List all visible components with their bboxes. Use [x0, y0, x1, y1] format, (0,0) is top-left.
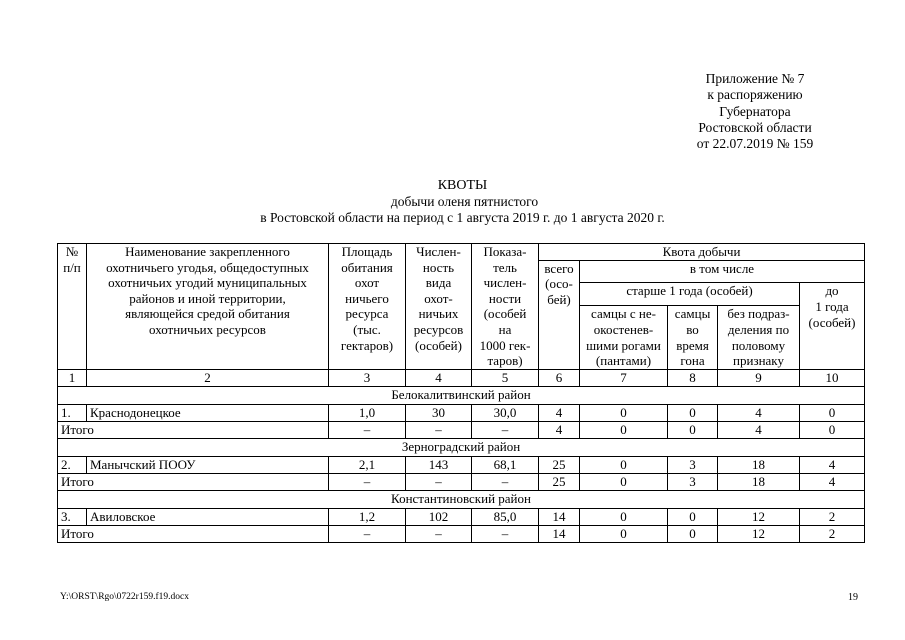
- row-under1: 2: [800, 508, 865, 525]
- total-no-sex: 4: [718, 421, 800, 438]
- footer-file-path: Y:\ORST\Rgo\0722r159.f19.docx: [60, 592, 189, 602]
- header-under1: до 1 года (особей): [800, 283, 865, 369]
- appendix-block: [620, 71, 890, 152]
- row-no-sex: 18: [718, 456, 800, 473]
- row-total: 4: [539, 404, 580, 421]
- district-name: Зерноградский район: [58, 438, 865, 456]
- total-males-antlers: 0: [580, 421, 668, 438]
- column-number: 7: [580, 369, 668, 386]
- total-total: 4: [539, 421, 580, 438]
- total-row: [58, 525, 865, 542]
- header-row-1: [58, 244, 865, 261]
- header-area: Площадь обитания охот ничьего ресурса (тыс. гектаров): [329, 244, 406, 370]
- row-population: 102: [406, 508, 472, 525]
- total-density: –: [472, 421, 539, 438]
- row-area: 2,1: [329, 456, 406, 473]
- document-period: в Ростовской области на период с 1 августа 2019 г. до 1 августа 2020 г.: [260, 210, 665, 225]
- total-population: –: [406, 525, 472, 542]
- total-label: Итого: [58, 525, 329, 542]
- column-number: 8: [668, 369, 718, 386]
- header-population: Числен- ность вида охот- ничьих ресурсов (особей): [406, 244, 472, 370]
- total-under1: 2: [800, 525, 865, 542]
- row-hunting-ground: Манычский ПООУ: [87, 456, 329, 473]
- column-number: 2: [87, 369, 329, 386]
- row-number: 1.: [58, 404, 87, 421]
- total-males-rut: 0: [668, 421, 718, 438]
- district-row: [58, 490, 865, 508]
- total-label: Итого: [58, 421, 329, 438]
- total-males-antlers: 0: [580, 473, 668, 490]
- table-row: [58, 456, 865, 473]
- total-males-antlers: 0: [580, 525, 668, 542]
- row-density: 30,0: [472, 404, 539, 421]
- appendix-authority: Губернатора: [719, 103, 791, 119]
- document-title: КВОТЫ: [437, 178, 488, 193]
- total-no-sex: 12: [718, 525, 800, 542]
- district-row: [58, 386, 865, 404]
- row-under1: 0: [800, 404, 865, 421]
- total-population: –: [406, 473, 472, 490]
- row-area: 1,0: [329, 404, 406, 421]
- total-total: 25: [539, 473, 580, 490]
- row-density: 85,0: [472, 508, 539, 525]
- total-area: –: [329, 421, 406, 438]
- total-area: –: [329, 525, 406, 542]
- table-row: [58, 404, 865, 421]
- total-label: Итого: [58, 473, 329, 490]
- column-number: 1: [58, 369, 87, 386]
- row-number: 3.: [58, 508, 87, 525]
- column-number: 3: [329, 369, 406, 386]
- header-no-sex: без подраз- деления по половому признаку: [718, 306, 800, 369]
- district-name: Константиновский район: [58, 490, 865, 508]
- row-area: 1,2: [329, 508, 406, 525]
- row-no-sex: 12: [718, 508, 800, 525]
- total-under1: 4: [800, 473, 865, 490]
- total-males-rut: 0: [668, 525, 718, 542]
- district-row: [58, 438, 865, 456]
- row-total: 25: [539, 456, 580, 473]
- header-males-rut: самцы во время гона: [668, 306, 718, 369]
- row-hunting-ground: Краснодонецкое: [87, 404, 329, 421]
- document-heading: [0, 178, 905, 226]
- header-males-antlers: самцы с не- окостенев- шими рогами (пантами): [580, 306, 668, 369]
- row-population: 30: [406, 404, 472, 421]
- row-males-antlers: 0: [580, 404, 668, 421]
- total-area: –: [329, 473, 406, 490]
- total-population: –: [406, 421, 472, 438]
- header-including: в том числе: [580, 260, 865, 283]
- row-males-rut: 3: [668, 456, 718, 473]
- row-males-antlers: 0: [580, 508, 668, 525]
- header-older: старше 1 года (особей): [580, 283, 800, 306]
- column-number: 5: [472, 369, 539, 386]
- column-number: 10: [800, 369, 865, 386]
- row-under1: 4: [800, 456, 865, 473]
- column-number: 4: [406, 369, 472, 386]
- column-number: 9: [718, 369, 800, 386]
- header-name: Наименование закрепленного охотничьего угодья, общедоступных охотничьих угодий муниципальных районов и иной территории, являющейся средой обитания охотничьих ресурсов: [87, 244, 329, 370]
- header-quota: Квота добычи: [539, 244, 865, 261]
- header-total: всего (осо- бей): [539, 260, 580, 369]
- appendix-reference: к распоряжению: [707, 87, 803, 103]
- row-males-rut: 0: [668, 508, 718, 525]
- header-num: № п/п: [58, 244, 87, 370]
- row-hunting-ground: Авиловское: [87, 508, 329, 525]
- total-males-rut: 3: [668, 473, 718, 490]
- total-total: 14: [539, 525, 580, 542]
- header-density: Показа- тель числен- ности (особей на 1000 гек- таров): [472, 244, 539, 370]
- total-density: –: [472, 473, 539, 490]
- total-row: [58, 473, 865, 490]
- table-row: [58, 508, 865, 525]
- row-population: 143: [406, 456, 472, 473]
- total-no-sex: 18: [718, 473, 800, 490]
- appendix-date: от 22.07.2019 № 159: [696, 136, 814, 152]
- row-males-rut: 0: [668, 404, 718, 421]
- column-number-row: [58, 369, 865, 386]
- row-density: 68,1: [472, 456, 539, 473]
- column-number: 6: [539, 369, 580, 386]
- footer-page-number: 19: [848, 592, 858, 603]
- document-subtitle: добычи оленя пятнистого: [390, 194, 539, 209]
- total-under1: 0: [800, 421, 865, 438]
- quota-table: [57, 243, 865, 543]
- total-density: –: [472, 525, 539, 542]
- row-number: 2.: [58, 456, 87, 473]
- appendix-number: Приложение № 7: [705, 71, 805, 86]
- appendix-region: Ростовской области: [698, 119, 812, 135]
- total-row: [58, 421, 865, 438]
- district-name: Белокалитвинский район: [58, 386, 865, 404]
- row-total: 14: [539, 508, 580, 525]
- row-no-sex: 4: [718, 404, 800, 421]
- row-males-antlers: 0: [580, 456, 668, 473]
